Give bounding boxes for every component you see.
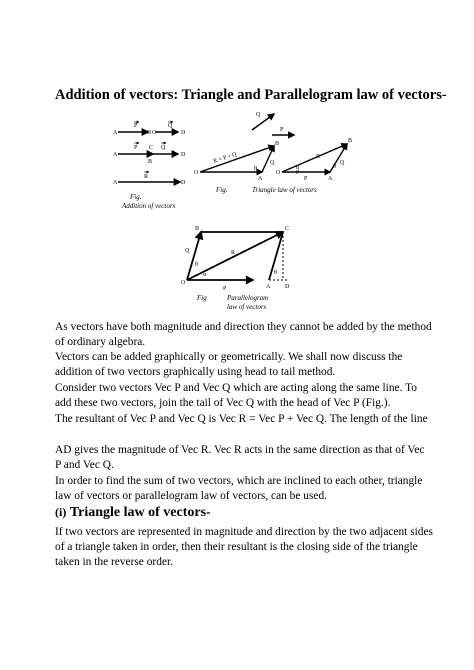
subheading-number: (i) [55, 505, 67, 519]
label-r-equals-p-plus-q: R = P + Q [212, 151, 238, 165]
angle-theta-par-2: θ [274, 270, 277, 276]
label-o-tri1: O [194, 170, 199, 176]
caption-fig-parallelogram: Fig [197, 294, 207, 302]
label-c-row2: C [149, 145, 154, 151]
triangle-figure-svg [192, 108, 362, 198]
label-q-tri1: Q [270, 160, 275, 166]
angle-theta-tri1: θ [254, 166, 257, 172]
label-q-par: Q [185, 248, 190, 254]
caption-law-of-vectors: law of vectors [227, 303, 267, 311]
label-b-tri1: B [275, 141, 280, 147]
label-r-row3: R [144, 174, 149, 180]
label-a-tri2: A [328, 176, 333, 182]
angle-theta-tri2: θ [333, 164, 336, 170]
page-heading: Addition of vectors: Triangle and Parallelogram law of vectors- [55, 87, 447, 103]
label-p-par: P [223, 286, 227, 292]
label-a-row1: A [113, 130, 118, 136]
label-o-tri2: O [276, 170, 281, 176]
figure-line [282, 144, 347, 172]
caption-fig-collinear: Fig. [130, 193, 142, 201]
label-d-row3: D [181, 180, 186, 186]
vertex-b: B [195, 226, 200, 232]
label-d-row1: D [181, 130, 186, 136]
caption-addition-of-vectors: Addition of vectors [122, 202, 176, 210]
label-a-tri1: A [258, 176, 263, 182]
label-r-tri2: R [316, 154, 321, 160]
label-q-tri2: Q [340, 160, 345, 166]
figure-triangle-law [192, 108, 362, 198]
angle-theta-par-1: θ [195, 262, 198, 268]
caption-fig-triangle: Fig. [216, 186, 228, 194]
vertex-a: A [266, 284, 271, 290]
label-q-row2: Q [161, 145, 166, 151]
subheading-triangle-law [55, 505, 211, 521]
angle-alpha-par: α [203, 272, 207, 278]
paragraph-magnitude: AD gives the magnitude of Vec R. Vec R acts in the same direction as that of Vec P and Vec Q. [55, 444, 425, 471]
side-ob [187, 232, 201, 280]
parallelogram-figure-svg [175, 222, 300, 317]
paragraph-intro: As vectors have both magnitude and direction they cannot be added by the method of ordinary algebra. [55, 321, 432, 348]
label-a-row2: A [113, 152, 118, 158]
caption-triangle-law: Triangle law of vectors [252, 186, 317, 194]
free-label-q: Q [256, 112, 261, 118]
label-d-row2: D [181, 152, 186, 158]
label-b-row1: B [147, 130, 152, 136]
paragraph-triangle-law-definition: If two vectors are represented in magnitude and direction by the two adjacent sides of a triangle taken in order, then their resultant is the closing side of the triangle taken in the reverse order. [55, 526, 433, 568]
label-b-tri2: B [348, 138, 353, 144]
label-p-tri2: P [304, 176, 308, 182]
paragraph-graphical: Vectors can be added graphically or geometrically. We shall now discuss the addition of two vectors graphically using head to tail method. [55, 351, 403, 378]
paragraph-resultant: The resultant of Vec P and Vec Q is Vec R = Vec P + Vec Q. The length of the line [55, 413, 428, 425]
subheading-title: Triangle law of vectors- [69, 505, 211, 520]
paragraph-collinear: Consider two vectors Vec P and Vec Q which are acting along the same line. To add these two vectors, join the tail of Vec Q with the head of Vec P (Fig.). [55, 382, 417, 409]
vertex-c: C [285, 226, 290, 232]
label-p-row1: P [134, 123, 138, 129]
label-r-par: R [231, 250, 236, 256]
diagonal-oc [187, 232, 283, 280]
label-p-point-tri2: P [296, 170, 300, 176]
vertex-d: D [285, 284, 290, 290]
label-p-row2: P [134, 145, 138, 151]
caption-parallelogram: Parallelogram [227, 294, 269, 302]
label-b-row2: B [148, 159, 153, 165]
free-label-p: P [280, 127, 284, 133]
label-c-row1: C [152, 130, 157, 136]
angle-alpha-tri2: α [296, 165, 300, 171]
paragraph-inclined: In order to find the sum of two vectors, which are inclined to each other, triangle law of vectors or parallelogram law of vectors, can be used. [55, 475, 423, 502]
figure-line [200, 146, 274, 172]
figure-parallelogram-law [175, 222, 300, 317]
vertex-o: O [181, 280, 186, 286]
label-q-row1: Q [168, 123, 173, 129]
label-a-row3: A [113, 180, 118, 186]
